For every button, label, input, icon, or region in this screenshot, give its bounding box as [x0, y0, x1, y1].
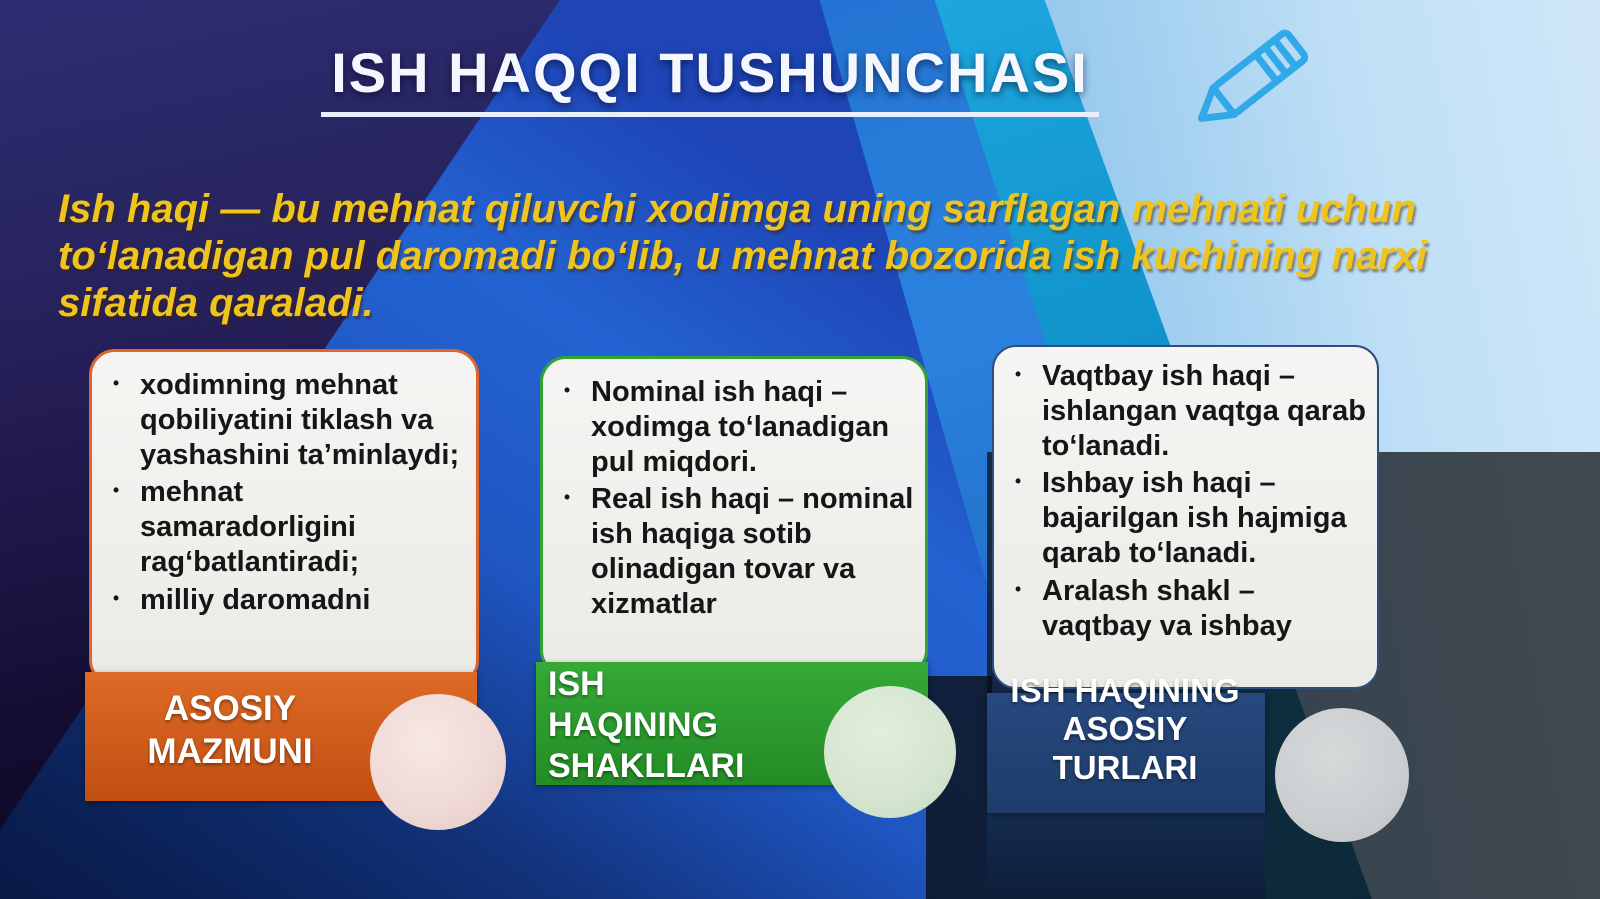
decorative-circle-green — [824, 686, 956, 818]
bullet-item: • Real ish haqi – nominal ish haqiga sotib olinadigan tovar va xizmatlar — [591, 482, 915, 621]
card-bullet-list — [994, 347, 1377, 643]
card-label: ISH HAQINING ASOSIY TURLARI — [1010, 672, 1240, 786]
bullet-item: • milliy daromadni — [140, 583, 466, 618]
slide-title-text: ISH HAQQI TUSHUNCHASI — [321, 40, 1099, 117]
bullet-item: • Ishbay ish haqi – bajarilgan ish hajmiga qarab to‘lanadi. — [1042, 466, 1367, 570]
decorative-circle-pink — [370, 694, 506, 830]
card-label-bar-navy-extension — [987, 813, 1265, 899]
card-asosiy-mazmuni — [89, 349, 479, 686]
card-ish-haqining-asosiy-turlari — [992, 345, 1379, 689]
decorative-circle-gray — [1275, 708, 1409, 842]
intro-paragraph: Ish haqi — bu mehnat qiluvchi xodimga uning sarflagan mehnati uchun to‘lanadigan pul daromadi bo‘lib, u mehnat bozorida ish kuchining narxi sifatida qaraladi. — [58, 187, 1427, 326]
card-ish-haqining-shakllari — [540, 356, 928, 676]
bullet-item: • xodimning mehnat qobiliyatini tiklash va yashashini ta’minlaydi; — [140, 368, 466, 472]
card-bullet-list — [92, 352, 476, 618]
slide-title — [90, 40, 1330, 117]
card-bullet-list — [543, 359, 925, 622]
card-label: ISH HAQINING SHAKLLARI — [548, 665, 745, 785]
bullet-item: • Nominal ish haqi – xodimga to‘lanadigan pul miqdori. — [591, 375, 915, 479]
bullet-item: • mehnat samaradorligini rag‘batlantiradi; — [140, 475, 466, 579]
card-label: ASOSIY MAZMUNI — [147, 689, 313, 771]
bullet-item: • Aralash shakl – vaqtbay va ishbay — [1042, 574, 1367, 644]
bullet-item: • Vaqtbay ish haqi – ishlangan vaqtga qarab to‘lanadi. — [1042, 359, 1367, 463]
